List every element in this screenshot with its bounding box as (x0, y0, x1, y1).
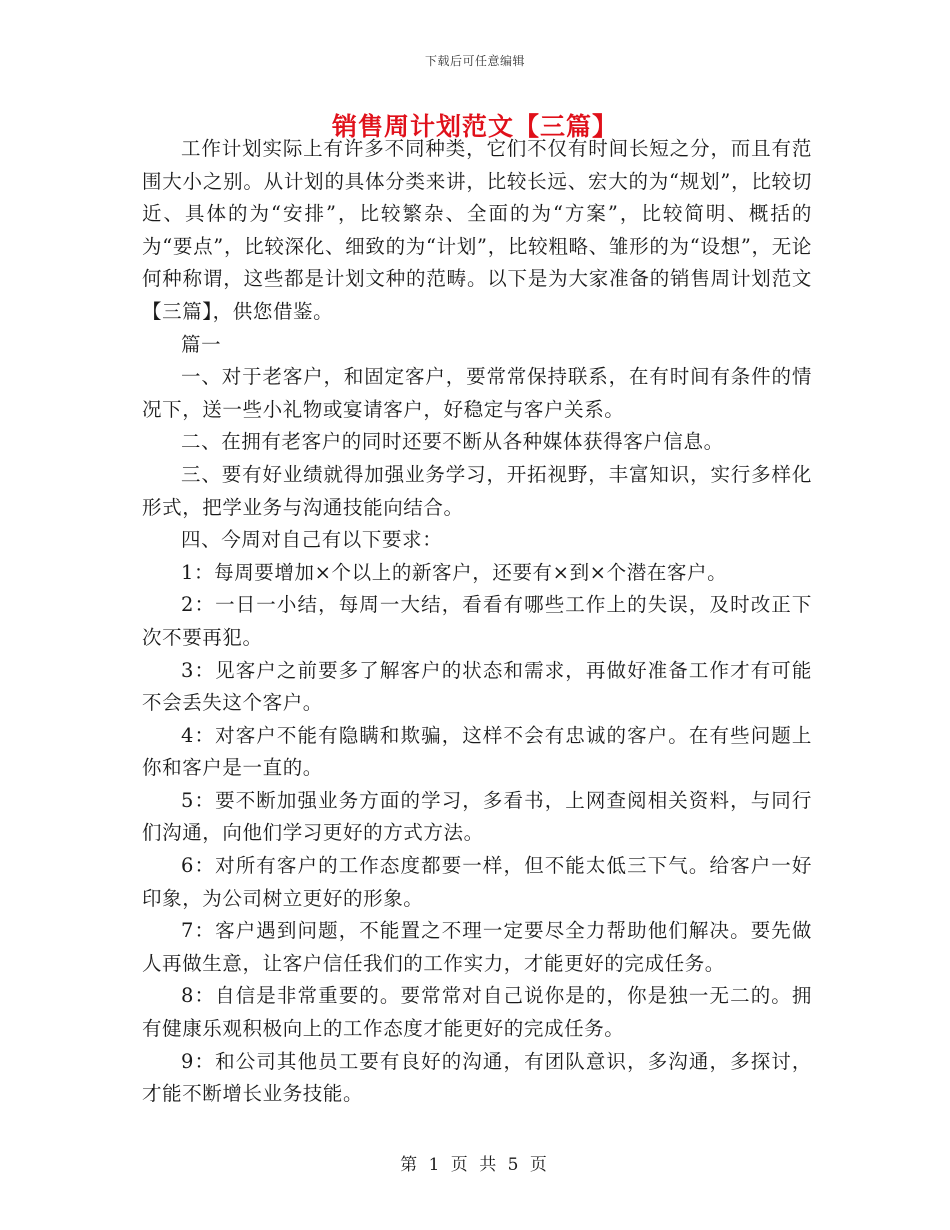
intro-paragraph: 工作计划实际上有许多不同种类，它们不仅有时间长短之分，而且有范围大小之别。从计划的具体分类来讲，比较长远、宏大的为“规划”，比较切近、具体的为“安排”，比较繁杂、全面的为“方案”，比较简明、概括的为“要点”，比较深化、细致的为“计划”，比较粗略、雏形的为“设想”，无论何种称谓，这些都是计划文种的范畴。以下是为大家准备的销售周计划范文【三篇】，供您借鉴。 (142, 137, 812, 323)
requirement-8: 8：自信是非常重要的。要常常对自己说你是的，你是独一无二的。拥有健康乐观积极向上的工作态度才能更好的完成任务。 (142, 984, 812, 1041)
paragraph-item-2: 二、在拥有老客户的同时还要不断从各种媒体获得客户信息。 (181, 430, 724, 454)
paragraph-item-3: 三、要有好业绩就得加强业务学习，开拓视野，丰富知识，实行多样化形式，把学业务与沟通技能向结合。 (142, 462, 812, 519)
document-body (142, 133, 812, 1111)
requirement-2: 2：一日一小结，每周一大结，看看有哪些工作上的失误，及时改正下次不要再犯。 (142, 593, 812, 649)
paragraph-item-4: 四、今周对自己有以下要求： (181, 528, 443, 552)
header-note: 下载后可任意编辑 (424, 54, 525, 68)
paragraph-item-1: 一、对于老客户，和固定客户，要常常保持联系，在有时间有条件的情况下，送一些小礼物或宴请客户，好稳定与客户关系。 (142, 365, 812, 421)
requirement-1: 1：每周要增加×个以上的新客户，还要有×到×个潜在客户。 (181, 560, 728, 584)
page-number-footer: 第 1 页 共 5 页 (400, 1155, 550, 1175)
requirement-3: 3：见客户之前要多了解客户的状态和需求，再做好准备工作才有可能不会丢失这个客户。 (142, 658, 812, 715)
requirement-6: 6：对所有客户的工作态度都要一样，但不能太低三下气。给客户一好印象，为公司树立更好的形象。 (142, 854, 812, 910)
requirement-9: 9：和公司其他员工要有良好的沟通，有团队意识，多沟通，多探讨，才能不断增长业务技能。 (142, 1049, 812, 1106)
requirement-5: 5：要不断加强业务方面的学习，多看书，上网查阅相关资料，与同行们沟通，向他们学习更好的方式方法。 (142, 788, 812, 845)
section-heading: 篇一 (181, 332, 222, 356)
requirement-4: 4：对客户不能有隐瞒和欺骗，这样不会有忠诚的客户。在有些问题上你和客户是一直的。 (142, 723, 812, 780)
requirement-7: 7：客户遇到问题，不能置之不理一定要尽全力帮助他们解决。要先做人再做生意，让客户信任我们的工作实力，才能更好的完成任务。 (142, 919, 812, 975)
document-title: 销售周计划范文【三篇】 (331, 112, 618, 141)
